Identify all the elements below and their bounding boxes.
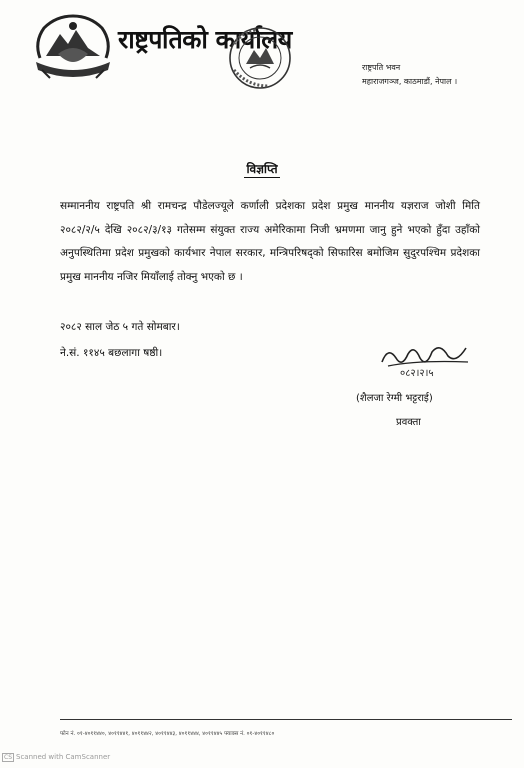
scanner-watermark-text: Scanned with CamScanner bbox=[16, 753, 111, 761]
footer-contact: फोन नं. ०१-४०११४४०, ४०११४४१, ४०११४४२, ४०११४४३, ४०११४४४, ४०११४४५ फ्याक्स नं. ०१-४०११४८० bbox=[60, 731, 275, 737]
office-name: राष्ट्रपतिको कार्यालय bbox=[118, 25, 292, 54]
signer-role: प्रवक्ता bbox=[396, 417, 421, 428]
nepal-emblem-icon bbox=[30, 12, 116, 82]
notice-title bbox=[0, 160, 524, 177]
svg-text:०८२।२।५: ०८२।२।५ bbox=[400, 368, 434, 378]
address-line-1: राष्ट्रपति भवन bbox=[362, 63, 401, 72]
address-line-2: महाराजगञ्ज, काठमाडौं, नेपाल । bbox=[362, 77, 458, 86]
footer-divider bbox=[60, 719, 512, 720]
notice-title-text: विज्ञप्ति bbox=[246, 162, 278, 176]
date-line-ns: ने.सं. ११४५ बछलागा षष्ठी। bbox=[60, 347, 163, 359]
signer-name: (शैलजा रेग्मी भट्टराई) bbox=[356, 393, 433, 404]
handwritten-signature-icon bbox=[378, 338, 474, 378]
notice-body: सम्माननीय राष्ट्रपति श्री रामचन्द्र पौडेलज्यूले कर्णाली प्रदेशका प्रदेश प्रमुख माननीय यज्ञराज जोशी मिति २०८२/२/५ देखि २०८२/३/१३ गतेसम्म संयुक्त राज्य अमेरिकामा निजी भ्रमणमा जानु हुने भएको हुँदा उहाँको अनुपस्थितिमा प्रदेश प्रमुखको कार्यभार नेपाल सरकार, मन्त्रिपरिषद्को सिफारिस बमोजिम सुदुरपश्चिम प्रदेशका प्रमुख माननीय नजिर मियाँलाई तोक्नु भएको छ । bbox=[60, 200, 480, 283]
scanner-watermark bbox=[2, 753, 110, 762]
date-line-bs: २०८२ साल जेठ ५ गते सोमबार। bbox=[60, 321, 180, 333]
office-seal-icon bbox=[208, 20, 318, 90]
camscanner-icon: CS bbox=[4, 754, 12, 761]
